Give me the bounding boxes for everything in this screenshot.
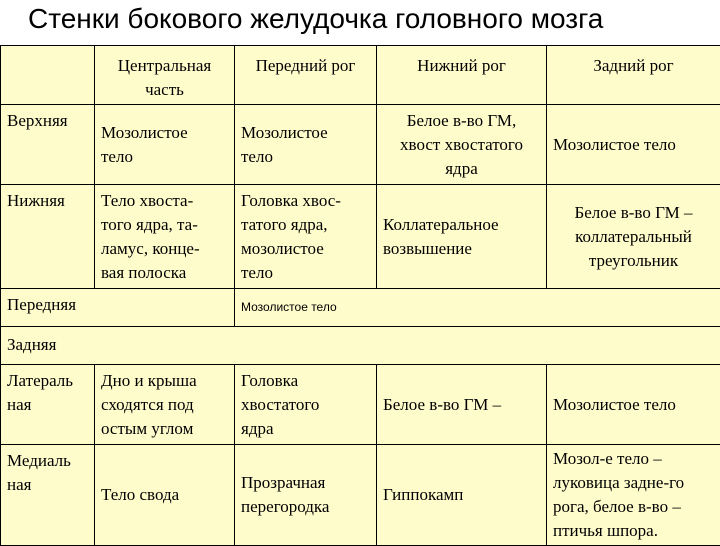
cell-medial-posterior-line-2: луковица задне-го [553, 471, 714, 495]
row-medial [1, 445, 720, 546]
row-lateral-label [1, 365, 95, 445]
row-front-label: Передняя [1, 289, 235, 327]
row-lateral-label-line-2: ная [7, 393, 90, 417]
cell-medial-posterior-line-3: рога, белое в-во – [553, 495, 714, 519]
header-row [1, 46, 720, 105]
row-lower [1, 185, 720, 289]
cell-lateral-central-line-1: Дно и крыша [101, 369, 228, 393]
row-lateral [1, 365, 720, 445]
cell-medial-anterior [235, 445, 377, 546]
cell-lower-anterior-line-2: татого ядра, [241, 213, 370, 237]
row-upper-label: Верхняя [1, 105, 95, 185]
page-title: Стенки бокового желудочка головного мозга [28, 2, 603, 36]
cell-lower-posterior-line-2: коллатеральный [553, 225, 714, 249]
cell-lower-inferior-line-2: возвышение [383, 237, 540, 261]
header-posterior: Задний рог [547, 46, 720, 105]
cell-lower-central-line-2: того ядра, та- [101, 213, 228, 237]
cell-medial-posterior-line-1: Мозол-е тело – [553, 447, 714, 471]
cell-medial-posterior-line-4: птичья шпора. [553, 519, 714, 543]
cell-upper-central-line-2: тело [101, 145, 228, 169]
cell-medial-posterior [547, 445, 720, 546]
row-medial-label-line-2: ная [7, 473, 90, 497]
cell-lower-central [95, 185, 235, 289]
cell-upper-anterior-line-2: тело [241, 145, 370, 169]
header-central-line-1: Центральная [101, 54, 228, 78]
cell-lower-posterior-line-3: треугольник [553, 249, 714, 273]
cell-upper-anterior [235, 105, 377, 185]
cell-lower-posterior-line-1: Белое в-во ГМ – [553, 201, 714, 225]
cell-medial-inferior: Гиппокамп [377, 445, 547, 546]
cell-lower-central-line-4: вая полоска [101, 261, 228, 285]
cell-upper-central-line-1: Мозолистое [101, 121, 228, 145]
cell-lateral-inferior: Белое в-во ГМ – [377, 365, 547, 445]
cell-lower-anterior-line-1: Головка хвос- [241, 189, 370, 213]
cell-front-anterior: Мозолистое тело [235, 289, 720, 327]
cell-upper-central [95, 105, 235, 185]
cell-lower-anterior [235, 185, 377, 289]
cell-lower-posterior [547, 185, 720, 289]
header-anterior: Передний рог [235, 46, 377, 105]
cell-medial-central: Тело свода [95, 445, 235, 546]
cell-upper-inferior-line-3: ядра [383, 157, 540, 181]
cell-medial-anterior-line-2: перегородка [241, 495, 370, 519]
cell-upper-inferior [377, 105, 547, 185]
row-back-label: Задняя [1, 327, 720, 365]
cell-upper-posterior: Мозолистое тело [547, 105, 720, 185]
header-central-line-2: часть [101, 78, 228, 102]
cell-lateral-anterior [235, 365, 377, 445]
header-central [95, 46, 235, 105]
cell-lower-central-line-1: Тело хвоста- [101, 189, 228, 213]
cell-medial-anterior-line-1: Прозрачная [241, 471, 370, 495]
corner-cell [1, 46, 95, 105]
cell-lower-anterior-line-3: мозолистое [241, 237, 370, 261]
cell-lateral-anterior-line-2: хвостатого [241, 393, 370, 417]
row-lateral-label-line-1: Латераль [7, 369, 90, 393]
title-bar [0, 0, 720, 45]
cell-lateral-central [95, 365, 235, 445]
row-medial-label [1, 445, 95, 546]
cell-lateral-central-line-3: остым углом [101, 417, 228, 441]
row-front [1, 289, 720, 327]
cell-lateral-central-line-2: сходятся под [101, 393, 228, 417]
cell-lower-central-line-3: ламус, конце- [101, 237, 228, 261]
cell-lower-anterior-line-4: тело [241, 261, 370, 285]
cell-lateral-anterior-line-3: ядра [241, 417, 370, 441]
row-medial-label-line-1: Медиаль [7, 449, 90, 473]
cell-lower-inferior [377, 185, 547, 289]
cell-lower-inferior-line-1: Коллатеральное [383, 213, 540, 237]
ventricle-walls-table [0, 45, 720, 546]
cell-lateral-anterior-line-1: Головка [241, 369, 370, 393]
row-upper [1, 105, 720, 185]
cell-lateral-posterior: Мозолистое тело [547, 365, 720, 445]
row-back [1, 327, 720, 365]
cell-upper-anterior-line-1: Мозолистое [241, 121, 370, 145]
header-inferior: Нижний рог [377, 46, 547, 105]
cell-upper-inferior-line-2: хвост хвостатого [383, 133, 540, 157]
cell-upper-inferior-line-1: Белое в-во ГМ, [383, 109, 540, 133]
row-lower-label: Нижняя [1, 185, 95, 289]
